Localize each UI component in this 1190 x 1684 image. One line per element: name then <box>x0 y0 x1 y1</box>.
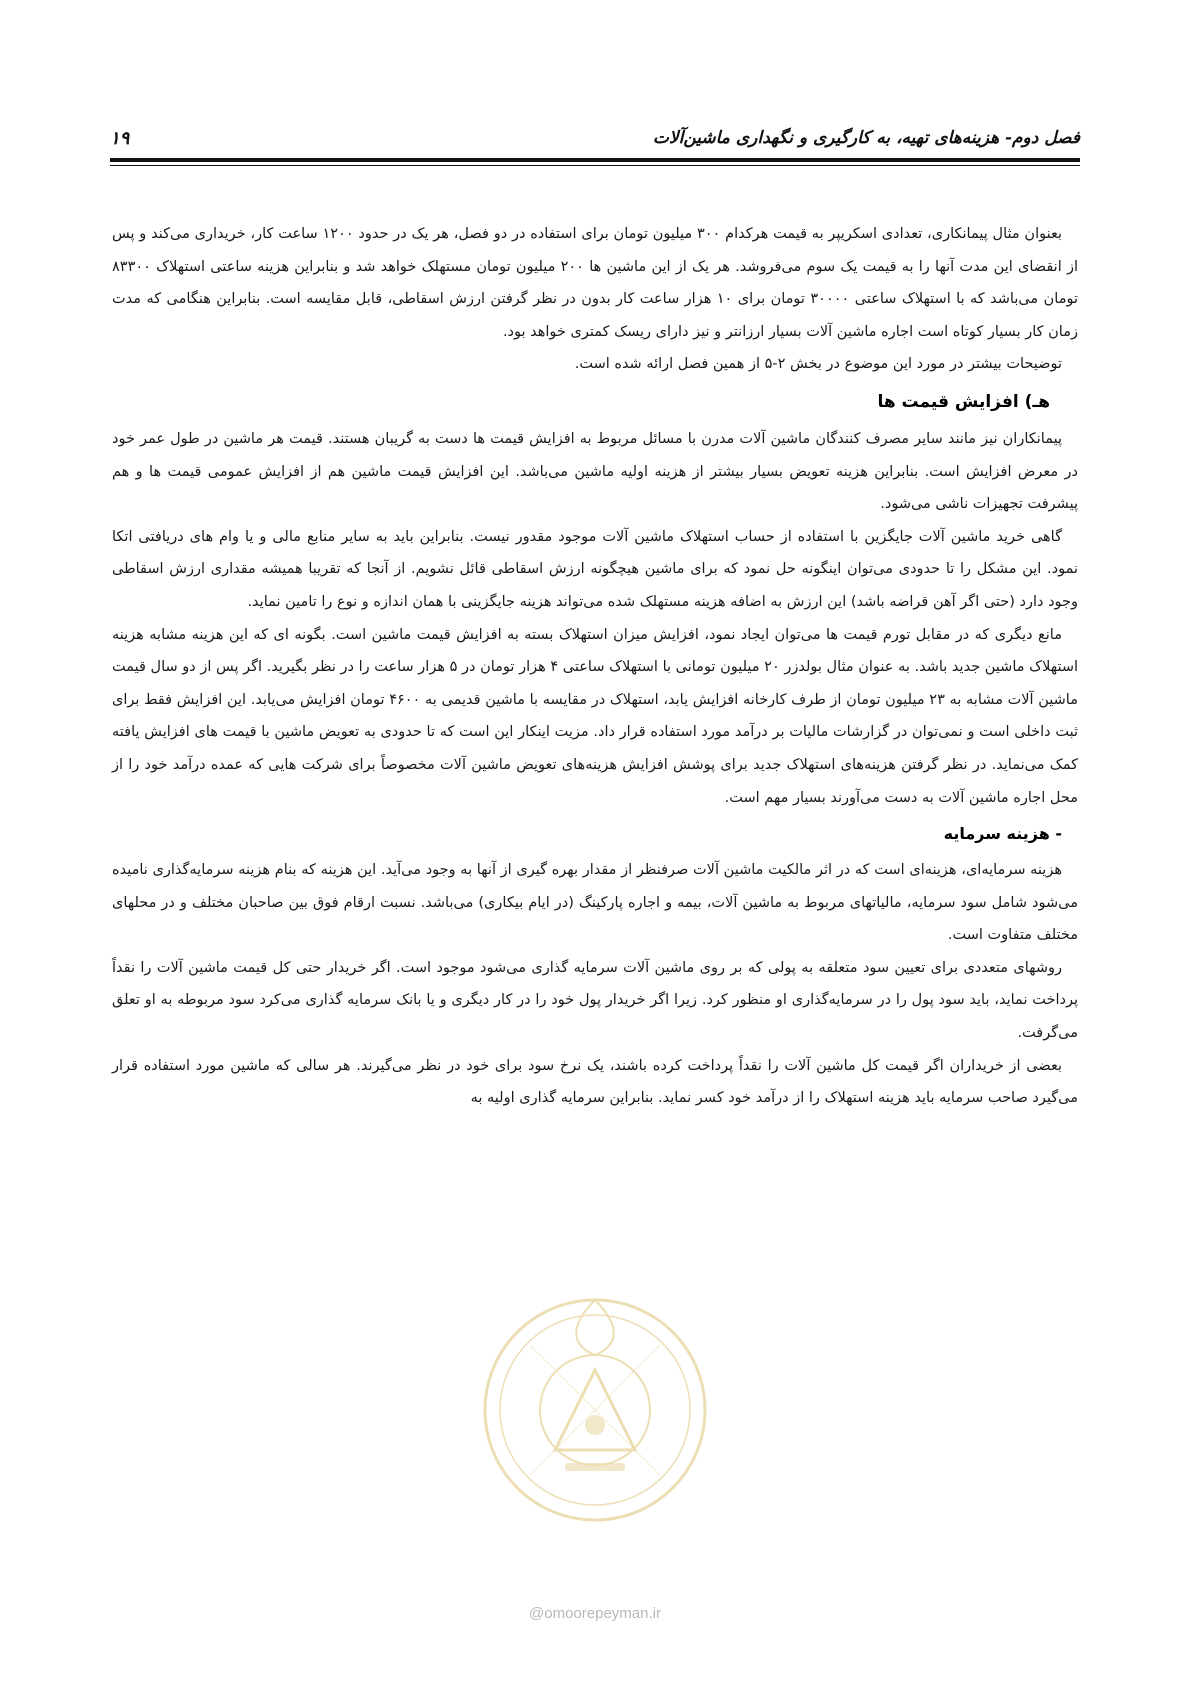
body-text <box>112 218 1078 1115</box>
section-heading-price-increase: هـ) افزایش قیمت ها <box>877 391 1050 412</box>
page-number: ۱۹ <box>110 128 130 149</box>
header-rule-thin <box>110 165 1080 166</box>
paragraph: توضیحات بیشتر در مورد این موضوع در بخش ۲-۵ از همین فصل ارائه شده است. <box>574 356 1062 373</box>
footer-watermark-url: @omoorepeyman.ir <box>529 1605 661 1622</box>
paragraph: هزینه سرمایه‌ای، هزینه‌ای است که در اثر مالکیت ماشین آلات صرفنظر از مقدار بهره گیری از آنها به وجود می‌آید. این هزینه که بنام هزینه سرمایه‌گذاری نامیده می‌شود شامل سود سرمایه، مالیاتهای مربوط به ماشین آلات، بیمه و اجاره پارکینگ (در ایام بیکاری) می‌باشد. نسبت ارقام فوق بین صاحبان مختلف و در محلهای مختلف متفاوت است. <box>112 862 1078 944</box>
publisher-seal-icon <box>470 1285 720 1535</box>
header-rule-thick <box>110 158 1080 162</box>
paragraph: مانع دیگری که در مقابل تورم قیمت ها می‌توان ایجاد نمود، افزایش میزان استهلاک بسته به افزایش قیمت ماشین است. بگونه ای که این هزینه مشابه هزینه استهلاک ماشین جدید باشد. به عنوان مثال بولدزر ۲۰ میلیون تومانی با استهلاک ساعتی ۴ هزار تومان در ۵ هزار ساعت را در نظر بگیرید. اگر پس از دو سال قیمت ماشین آلات مشابه به ۲۳ میلیون تومان از طرف کارخانه افزایش یابد، استهلاک در مقایسه با ماشین قدیمی به ۴۶۰۰ تومان افزایش می‌یابد. این افزایش فقط برای ثبت داخلی است و نمی‌توان در گزارشات مالیات بر درآمد مورد استفاده قرار داد. مزیت اینکار این است که تا حدودی به تعویض ماشین با قیمت های افزایش یافته کمک می‌نماید. در نظر گرفتن هزینه‌های استهلاک جدید برای پوشش افزایش هزینه‌های تعویض ماشین آلات مخصوصاً برای شرکت هایی که عمده درآمد خود را از محل اجاره ماشین آلات به دست می‌آورند بسیار مهم است. <box>112 626 1078 806</box>
paragraph: روشهای متعددی برای تعیین سود متعلقه به پولی که بر روی ماشین آلات سرمایه گذاری می‌شود موجود است. اگر خریدار حتی کل قیمت ماشین آلات را نقداً پرداخت نماید، باید سود پول را در سرمایه‌گذاری او منظور کرد. زیرا اگر خریدار پول خود را در کار دیگری و یا بانک سرمایه گذاری می‌کرد سود مربوطه به او تعلق می‌گرفت. <box>112 959 1078 1042</box>
paragraph: بعنوان مثال پیمانکاری، تعدادی اسکریپر به قیمت هرکدام ۳۰۰ میلیون تومان برای استفاده در دو فصل، هر یک در حدود ۱۲۰۰ ساعت کار، خریداری می‌کند و پس از انقضای این مدت آنها را به قیمت یک سوم می‌فروشد. هر یک از این ماشین ها ۲۰۰ میلیون تومان مستهلک خواهد شد و بنابراین هزینه ساعتی استهلاک ۸۳۳۰۰ تومان می‌باشد که با استهلاک ساعتی ۳۰۰۰۰ تومان برای ۱۰ هزار ساعت کار بدون در نظر گرفتن ارزش اسقاطی، قابل مقایسه است. بنابراین هنگامی که مدت زمان کار بسیار کوتاه است اجاره ماشین آلات بسیار ارزانتر و نیز دارای ریسک کمتری خواهد بود. <box>112 226 1078 340</box>
paragraph: بعضی از خریداران اگر قیمت کل ماشین آلات را نقداً پرداخت کرده باشند، یک نرخ سود برای خود در نظر می‌گیرند. هر سالی که ماشین مورد استفاده قرار می‌گیرد صاحب سرمایه باید هزینه استهلاک را از درآمد خود کسر نماید. بنابراین سرمایه گذاری اولیه به <box>112 1057 1078 1107</box>
page-header <box>110 128 1080 158</box>
section-heading-capital-cost: - هزینه سرمایه <box>943 824 1062 844</box>
paragraph: گاهی خرید ماشین آلات جایگزین با استفاده از حساب استهلاک ماشین آلات موجود مقدور نیست. بنابراین باید به سایر منابع مالی و یا وام های دریافتی اتکا نمود. این مشکل را تا حدودی می‌توان اینگونه حل نمود که برای ماشین هیچگونه ارزش اسقاطی قائل نشویم. از آنجا که تقریبا همیشه مقداری ارزش اسقاطی وجود دارد (حتی اگر آهن قراضه باشد) این ارزش به اضافه هزینه مستهلک شده می‌تواند هزینه جایگزینی با همان اندازه و نوع را تامین نماید. <box>112 528 1078 610</box>
paragraph: پیمانکاران نیز مانند سایر مصرف کنندگان ماشین آلات مدرن با مسائل مربوط به افزایش قیمت ها دست به گریبان هستند. قیمت هر ماشین در طول عمر خود در معرض افزایش است. بنابراین هزینه تعویض بسیار بیشتر از هزینه اولیه ماشین می‌باشد. این افزایش قیمت ماشین هم از افزایش عمومی قیمت ها و هم پیشرفت تجهیزات ناشی می‌شود. <box>112 430 1078 513</box>
chapter-title: فصل دوم- هزینه‌های تهیه، به کارگیری و نگهداری ماشین‌آلات <box>652 128 1080 148</box>
